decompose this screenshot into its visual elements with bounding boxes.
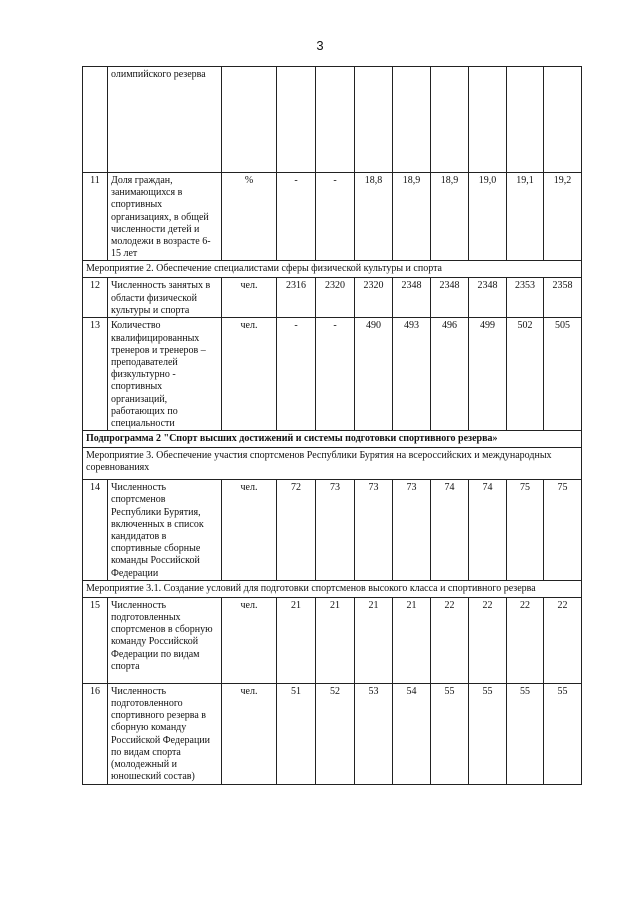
unit-cell: чел. (222, 278, 277, 318)
activity-title: Мероприятие 3. Обеспечение участия спортсменов Республики Бурятия на всероссийских и международных соревнованиях (83, 448, 582, 480)
activity-title: Мероприятие 2. Обеспечение специалистами сферы физической культуры и спорта (83, 261, 582, 278)
subprogram-row (83, 431, 582, 448)
unit-cell: чел. (222, 683, 277, 784)
value-cell (277, 67, 316, 173)
indicator-name: Количество квалифицированных тренеров и тренеров – преподавателей физкультурно - спортивных организаций, работающих по специальности (108, 318, 222, 431)
value-cell: 499 (469, 318, 507, 431)
indicator-name: Численность подготовленных спортсменов в сборную команду Российской Федерации по видам спорта (108, 597, 222, 683)
section-row (83, 448, 582, 480)
value-cell: 505 (544, 318, 582, 431)
value-cell: 2348 (393, 278, 431, 318)
value-cell: 2320 (355, 278, 393, 318)
value-cell: 19,1 (507, 173, 544, 261)
value-cell: 55 (507, 683, 544, 784)
value-cell: - (277, 173, 316, 261)
value-cell: 2320 (316, 278, 355, 318)
table-body (83, 67, 582, 785)
value-cell: 73 (316, 480, 355, 581)
value-cell: - (316, 173, 355, 261)
indicator-name: олимпийского резерва (108, 67, 222, 173)
table-row (83, 597, 582, 683)
table-row (83, 278, 582, 318)
table-row (83, 683, 582, 784)
value-cell: 22 (431, 597, 469, 683)
value-cell: 74 (469, 480, 507, 581)
value-cell: 54 (393, 683, 431, 784)
row-number: 16 (83, 683, 108, 784)
indicator-name: Доля граждан, занимающихся в спортивных организациях, в общей численности детей и молодежи в возрасте 6-15 лет (108, 173, 222, 261)
value-cell: 18,8 (355, 173, 393, 261)
value-cell: 19,2 (544, 173, 582, 261)
indicator-name: Численность спортсменов Республики Бурятия, включенных в список кандидатов в спортивные сборные команды Российской Федерации (108, 480, 222, 581)
value-cell: 2348 (431, 278, 469, 318)
value-cell: 21 (316, 597, 355, 683)
value-cell: 55 (469, 683, 507, 784)
activity-title: Мероприятие 3.1. Создание условий для подготовки спортсменов высокого класса и спортивного резерва (83, 580, 582, 597)
value-cell (355, 67, 393, 173)
row-number: 13 (83, 318, 108, 431)
indicator-name: Численность занятых в области физической культуры и спорта (108, 278, 222, 318)
value-cell: 22 (469, 597, 507, 683)
table-row (83, 67, 582, 173)
value-cell: 493 (393, 318, 431, 431)
value-cell: 496 (431, 318, 469, 431)
value-cell: 490 (355, 318, 393, 431)
value-cell: 2316 (277, 278, 316, 318)
value-cell (544, 67, 582, 173)
section-row (83, 580, 582, 597)
value-cell: 72 (277, 480, 316, 581)
row-number: 12 (83, 278, 108, 318)
unit-cell: чел. (222, 318, 277, 431)
value-cell: 18,9 (393, 173, 431, 261)
section-row (83, 261, 582, 278)
row-number: 15 (83, 597, 108, 683)
table-row (83, 318, 582, 431)
indicators-table (82, 66, 582, 785)
value-cell: 18,9 (431, 173, 469, 261)
unit-cell: % (222, 173, 277, 261)
value-cell: 22 (544, 597, 582, 683)
table-row (83, 480, 582, 581)
value-cell: 502 (507, 318, 544, 431)
row-number: 14 (83, 480, 108, 581)
value-cell: 2358 (544, 278, 582, 318)
row-number (83, 67, 108, 173)
value-cell (316, 67, 355, 173)
value-cell: 21 (355, 597, 393, 683)
table-row (83, 173, 582, 261)
value-cell: 55 (431, 683, 469, 784)
value-cell: - (316, 318, 355, 431)
unit-cell (222, 67, 277, 173)
unit-cell: чел. (222, 597, 277, 683)
value-cell: 2348 (469, 278, 507, 318)
value-cell: 2353 (507, 278, 544, 318)
value-cell: 74 (431, 480, 469, 581)
value-cell: 51 (277, 683, 316, 784)
value-cell: 55 (544, 683, 582, 784)
value-cell: 75 (507, 480, 544, 581)
value-cell (393, 67, 431, 173)
value-cell (431, 67, 469, 173)
value-cell: 21 (277, 597, 316, 683)
value-cell: 52 (316, 683, 355, 784)
value-cell: 21 (393, 597, 431, 683)
subprogram-title: Подпрограмма 2 "Спорт высших достижений и системы подготовки спортивного резерва» (83, 431, 582, 448)
page-number: 3 (316, 38, 324, 53)
unit-cell: чел. (222, 480, 277, 581)
value-cell (507, 67, 544, 173)
value-cell: 75 (544, 480, 582, 581)
value-cell: 73 (393, 480, 431, 581)
indicator-name: Численность подготовленного спортивного резерва в сборную команду Российской Федерации по видам спорта (молодежный и юношеский состав) (108, 683, 222, 784)
row-number: 11 (83, 173, 108, 261)
value-cell: 53 (355, 683, 393, 784)
value-cell: 19,0 (469, 173, 507, 261)
value-cell: 73 (355, 480, 393, 581)
value-cell: - (277, 318, 316, 431)
value-cell (469, 67, 507, 173)
value-cell: 22 (507, 597, 544, 683)
